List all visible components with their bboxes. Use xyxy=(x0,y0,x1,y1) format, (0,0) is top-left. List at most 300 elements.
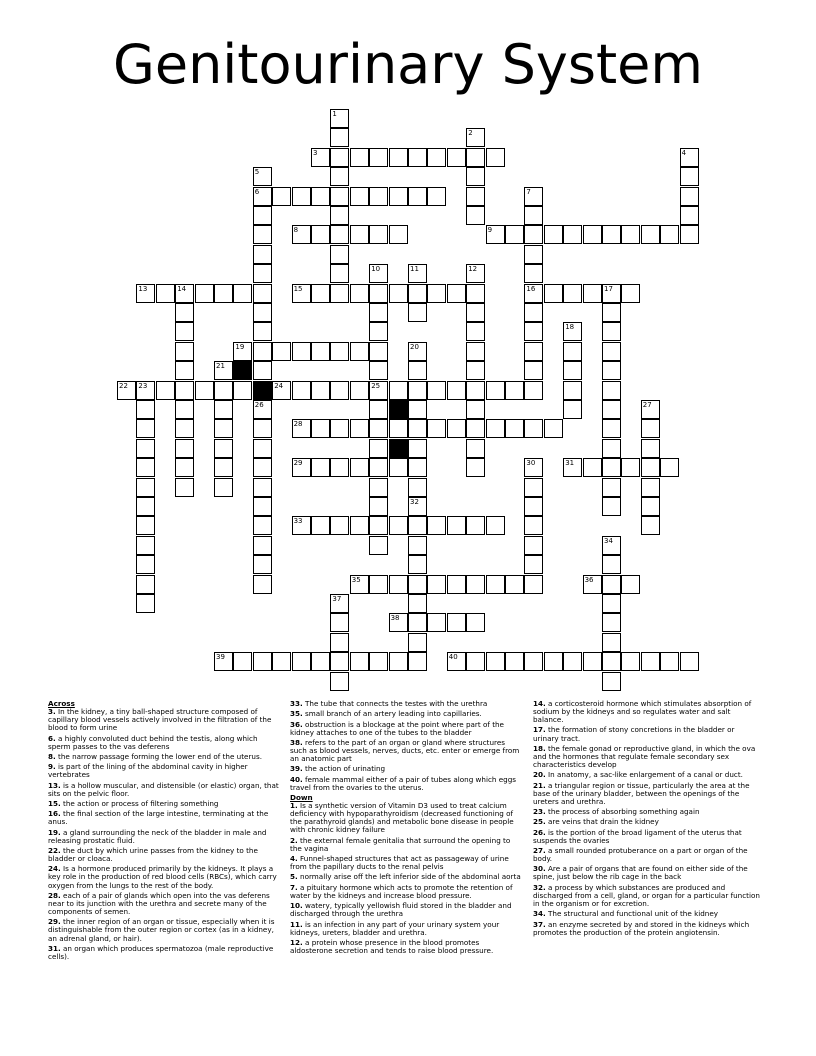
crossword-cell[interactable] xyxy=(253,284,272,303)
crossword-cell[interactable] xyxy=(136,458,155,477)
crossword-cell[interactable] xyxy=(292,187,311,206)
crossword-cell[interactable] xyxy=(447,613,466,632)
crossword-cell[interactable] xyxy=(369,497,388,516)
crossword-cell[interactable] xyxy=(427,187,446,206)
crossword-cell[interactable] xyxy=(427,419,446,438)
crossword-cell[interactable] xyxy=(602,478,621,497)
crossword-cell[interactable] xyxy=(602,536,621,555)
crossword-cell[interactable] xyxy=(369,284,388,303)
crossword-cell[interactable] xyxy=(369,342,388,361)
crossword-cell[interactable] xyxy=(583,652,602,671)
crossword-cell[interactable] xyxy=(486,575,505,594)
crossword-cell[interactable] xyxy=(253,303,272,322)
crossword-cell[interactable] xyxy=(330,672,349,691)
crossword-cell[interactable] xyxy=(408,555,427,574)
crossword-cell[interactable] xyxy=(369,478,388,497)
crossword-cell[interactable] xyxy=(427,284,446,303)
crossword-cell[interactable] xyxy=(447,652,466,671)
crossword-cell[interactable] xyxy=(350,575,369,594)
crossword-cell[interactable] xyxy=(524,652,543,671)
crossword-cell[interactable] xyxy=(253,575,272,594)
crossword-cell[interactable] xyxy=(136,536,155,555)
crossword-cell[interactable] xyxy=(253,555,272,574)
crossword-cell[interactable] xyxy=(330,148,349,167)
crossword-cell[interactable] xyxy=(466,613,485,632)
crossword-cell[interactable] xyxy=(563,225,582,244)
crossword-cell[interactable] xyxy=(602,225,621,244)
crossword-cell[interactable] xyxy=(253,187,272,206)
crossword-cell[interactable] xyxy=(641,439,660,458)
crossword-cell[interactable] xyxy=(292,516,311,535)
crossword-cell[interactable] xyxy=(175,478,194,497)
crossword-cell[interactable] xyxy=(330,458,349,477)
crossword-cell[interactable] xyxy=(408,187,427,206)
crossword-cell[interactable] xyxy=(350,284,369,303)
crossword-cell[interactable] xyxy=(563,381,582,400)
crossword-cell[interactable] xyxy=(330,128,349,147)
crossword-cell[interactable] xyxy=(505,381,524,400)
crossword-cell[interactable] xyxy=(389,575,408,594)
crossword-cell[interactable] xyxy=(447,419,466,438)
crossword-cell[interactable] xyxy=(253,206,272,225)
crossword-cell[interactable] xyxy=(524,225,543,244)
crossword-cell[interactable] xyxy=(524,536,543,555)
crossword-cell[interactable] xyxy=(563,400,582,419)
crossword-cell[interactable] xyxy=(175,419,194,438)
crossword-cell[interactable] xyxy=(408,303,427,322)
crossword-cell[interactable] xyxy=(369,322,388,341)
crossword-cell[interactable] xyxy=(408,575,427,594)
crossword-cell[interactable] xyxy=(524,555,543,574)
crossword-cell[interactable] xyxy=(408,633,427,652)
crossword-cell[interactable] xyxy=(253,458,272,477)
crossword-cell[interactable] xyxy=(466,167,485,186)
crossword-cell[interactable] xyxy=(350,516,369,535)
crossword-cell[interactable] xyxy=(292,284,311,303)
crossword-cell[interactable] xyxy=(330,419,349,438)
crossword-cell[interactable] xyxy=(544,652,563,671)
crossword-cell[interactable] xyxy=(253,361,272,380)
crossword-cell[interactable] xyxy=(427,613,446,632)
crossword-cell[interactable] xyxy=(466,439,485,458)
crossword-cell[interactable] xyxy=(311,381,330,400)
crossword-cell[interactable] xyxy=(175,361,194,380)
crossword-cell[interactable] xyxy=(408,264,427,283)
crossword-cell[interactable] xyxy=(524,322,543,341)
crossword-cell[interactable] xyxy=(447,148,466,167)
crossword-cell[interactable] xyxy=(253,264,272,283)
crossword-cell[interactable] xyxy=(253,516,272,535)
crossword-cell[interactable] xyxy=(389,652,408,671)
crossword-cell[interactable] xyxy=(486,652,505,671)
crossword-cell[interactable] xyxy=(369,303,388,322)
crossword-cell[interactable] xyxy=(680,167,699,186)
crossword-cell[interactable] xyxy=(408,536,427,555)
crossword-cell[interactable] xyxy=(253,400,272,419)
crossword-cell[interactable] xyxy=(583,225,602,244)
crossword-cell[interactable] xyxy=(214,284,233,303)
crossword-cell[interactable] xyxy=(660,458,679,477)
crossword-cell[interactable] xyxy=(233,381,252,400)
crossword-cell[interactable] xyxy=(408,478,427,497)
crossword-cell[interactable] xyxy=(214,419,233,438)
crossword-cell[interactable] xyxy=(369,536,388,555)
crossword-cell[interactable] xyxy=(369,458,388,477)
crossword-cell[interactable] xyxy=(389,458,408,477)
crossword-cell[interactable] xyxy=(447,516,466,535)
crossword-cell[interactable] xyxy=(524,478,543,497)
crossword-cell[interactable] xyxy=(524,458,543,477)
crossword-cell[interactable] xyxy=(253,342,272,361)
crossword-cell[interactable] xyxy=(524,516,543,535)
crossword-cell[interactable] xyxy=(408,400,427,419)
crossword-cell[interactable] xyxy=(292,381,311,400)
crossword-cell[interactable] xyxy=(408,497,427,516)
crossword-cell[interactable] xyxy=(253,419,272,438)
crossword-cell[interactable] xyxy=(233,284,252,303)
crossword-cell[interactable] xyxy=(253,536,272,555)
crossword-cell[interactable] xyxy=(563,322,582,341)
crossword-cell[interactable] xyxy=(408,284,427,303)
crossword-cell[interactable] xyxy=(408,419,427,438)
crossword-cell[interactable] xyxy=(602,458,621,477)
crossword-cell[interactable] xyxy=(175,458,194,477)
crossword-cell[interactable] xyxy=(330,342,349,361)
crossword-cell[interactable] xyxy=(350,187,369,206)
crossword-cell[interactable] xyxy=(524,381,543,400)
crossword-cell[interactable] xyxy=(369,400,388,419)
crossword-cell[interactable] xyxy=(524,575,543,594)
crossword-cell[interactable] xyxy=(311,284,330,303)
crossword-cell[interactable] xyxy=(156,381,175,400)
crossword-cell[interactable] xyxy=(136,284,155,303)
crossword-cell[interactable] xyxy=(389,419,408,438)
crossword-cell[interactable] xyxy=(602,361,621,380)
crossword-cell[interactable] xyxy=(427,575,446,594)
crossword-cell[interactable] xyxy=(641,400,660,419)
crossword-cell[interactable] xyxy=(621,652,640,671)
crossword-cell[interactable] xyxy=(214,381,233,400)
crossword-cell[interactable] xyxy=(369,381,388,400)
crossword-cell[interactable] xyxy=(524,284,543,303)
crossword-cell[interactable] xyxy=(466,264,485,283)
crossword-cell[interactable] xyxy=(466,322,485,341)
crossword-cell[interactable] xyxy=(389,613,408,632)
crossword-cell[interactable] xyxy=(408,381,427,400)
crossword-cell[interactable] xyxy=(136,381,155,400)
crossword-cell[interactable] xyxy=(195,284,214,303)
crossword-cell[interactable] xyxy=(330,187,349,206)
crossword-cell[interactable] xyxy=(660,225,679,244)
crossword-cell[interactable] xyxy=(350,342,369,361)
crossword-cell[interactable] xyxy=(311,148,330,167)
crossword-cell[interactable] xyxy=(466,516,485,535)
crossword-cell[interactable] xyxy=(214,439,233,458)
crossword-cell[interactable] xyxy=(466,284,485,303)
crossword-cell[interactable] xyxy=(427,516,446,535)
crossword-cell[interactable] xyxy=(311,342,330,361)
crossword-cell[interactable] xyxy=(447,381,466,400)
crossword-cell[interactable] xyxy=(175,439,194,458)
crossword-cell[interactable] xyxy=(466,206,485,225)
crossword-cell[interactable] xyxy=(272,342,291,361)
crossword-cell[interactable] xyxy=(350,148,369,167)
crossword-cell[interactable] xyxy=(233,652,252,671)
crossword-cell[interactable] xyxy=(136,594,155,613)
crossword-cell[interactable] xyxy=(175,400,194,419)
crossword-cell[interactable] xyxy=(369,264,388,283)
crossword-cell[interactable] xyxy=(253,652,272,671)
crossword-cell[interactable] xyxy=(466,575,485,594)
crossword-cell[interactable] xyxy=(621,284,640,303)
crossword-cell[interactable] xyxy=(330,516,349,535)
crossword-cell[interactable] xyxy=(369,361,388,380)
crossword-cell[interactable] xyxy=(680,148,699,167)
crossword-cell[interactable] xyxy=(505,225,524,244)
crossword-cell[interactable] xyxy=(680,187,699,206)
crossword-cell[interactable] xyxy=(389,284,408,303)
crossword-cell[interactable] xyxy=(311,516,330,535)
crossword-cell[interactable] xyxy=(330,284,349,303)
crossword-cell[interactable] xyxy=(602,303,621,322)
crossword-cell[interactable] xyxy=(311,458,330,477)
crossword-cell[interactable] xyxy=(330,613,349,632)
crossword-cell[interactable] xyxy=(136,555,155,574)
crossword-cell[interactable] xyxy=(389,148,408,167)
crossword-cell[interactable] xyxy=(330,245,349,264)
crossword-cell[interactable] xyxy=(330,594,349,613)
crossword-cell[interactable] xyxy=(389,225,408,244)
crossword-cell[interactable] xyxy=(408,439,427,458)
crossword-cell[interactable] xyxy=(311,652,330,671)
crossword-cell[interactable] xyxy=(583,458,602,477)
crossword-cell[interactable] xyxy=(330,167,349,186)
crossword-cell[interactable] xyxy=(408,342,427,361)
crossword-cell[interactable] xyxy=(253,439,272,458)
crossword-cell[interactable] xyxy=(408,148,427,167)
crossword-cell[interactable] xyxy=(253,478,272,497)
crossword-cell[interactable] xyxy=(602,381,621,400)
crossword-cell[interactable] xyxy=(175,284,194,303)
crossword-cell[interactable] xyxy=(350,458,369,477)
crossword-cell[interactable] xyxy=(524,264,543,283)
crossword-cell[interactable] xyxy=(330,206,349,225)
crossword-cell[interactable] xyxy=(136,478,155,497)
crossword-cell[interactable] xyxy=(350,225,369,244)
crossword-cell[interactable] xyxy=(602,439,621,458)
crossword-cell[interactable] xyxy=(602,342,621,361)
crossword-cell[interactable] xyxy=(524,419,543,438)
crossword-cell[interactable] xyxy=(544,419,563,438)
crossword-cell[interactable] xyxy=(583,575,602,594)
crossword-cell[interactable] xyxy=(680,652,699,671)
crossword-cell[interactable] xyxy=(330,225,349,244)
crossword-cell[interactable] xyxy=(369,652,388,671)
crossword-cell[interactable] xyxy=(350,381,369,400)
crossword-cell[interactable] xyxy=(214,652,233,671)
crossword-cell[interactable] xyxy=(466,419,485,438)
crossword-cell[interactable] xyxy=(466,458,485,477)
crossword-cell[interactable] xyxy=(524,187,543,206)
crossword-cell[interactable] xyxy=(602,613,621,632)
crossword-cell[interactable] xyxy=(136,516,155,535)
crossword-cell[interactable] xyxy=(117,381,136,400)
crossword-cell[interactable] xyxy=(408,361,427,380)
crossword-cell[interactable] xyxy=(621,225,640,244)
crossword-cell[interactable] xyxy=(389,381,408,400)
crossword-cell[interactable] xyxy=(486,225,505,244)
crossword-cell[interactable] xyxy=(486,381,505,400)
crossword-cell[interactable] xyxy=(369,225,388,244)
crossword-cell[interactable] xyxy=(311,225,330,244)
crossword-cell[interactable] xyxy=(486,148,505,167)
crossword-cell[interactable] xyxy=(175,322,194,341)
crossword-cell[interactable] xyxy=(602,322,621,341)
crossword-cell[interactable] xyxy=(292,225,311,244)
crossword-cell[interactable] xyxy=(505,419,524,438)
crossword-cell[interactable] xyxy=(505,575,524,594)
crossword-cell[interactable] xyxy=(214,478,233,497)
crossword-cell[interactable] xyxy=(311,187,330,206)
crossword-cell[interactable] xyxy=(136,439,155,458)
crossword-cell[interactable] xyxy=(408,613,427,632)
crossword-cell[interactable] xyxy=(524,206,543,225)
crossword-cell[interactable] xyxy=(253,322,272,341)
crossword-cell[interactable] xyxy=(466,652,485,671)
crossword-cell[interactable] xyxy=(602,419,621,438)
crossword-cell[interactable] xyxy=(641,225,660,244)
crossword-cell[interactable] xyxy=(175,303,194,322)
crossword-cell[interactable] xyxy=(253,225,272,244)
crossword-cell[interactable] xyxy=(369,187,388,206)
crossword-cell[interactable] xyxy=(389,187,408,206)
crossword-cell[interactable] xyxy=(427,148,446,167)
crossword-cell[interactable] xyxy=(214,458,233,477)
crossword-cell[interactable] xyxy=(680,206,699,225)
crossword-cell[interactable] xyxy=(641,652,660,671)
crossword-cell[interactable] xyxy=(602,400,621,419)
crossword-cell[interactable] xyxy=(175,381,194,400)
crossword-cell[interactable] xyxy=(680,225,699,244)
crossword-cell[interactable] xyxy=(602,555,621,574)
crossword-cell[interactable] xyxy=(330,264,349,283)
crossword-cell[interactable] xyxy=(447,284,466,303)
crossword-cell[interactable] xyxy=(330,381,349,400)
crossword-cell[interactable] xyxy=(524,361,543,380)
crossword-cell[interactable] xyxy=(408,458,427,477)
crossword-cell[interactable] xyxy=(136,400,155,419)
crossword-cell[interactable] xyxy=(369,439,388,458)
crossword-cell[interactable] xyxy=(602,284,621,303)
crossword-cell[interactable] xyxy=(253,497,272,516)
crossword-cell[interactable] xyxy=(466,361,485,380)
crossword-cell[interactable] xyxy=(369,148,388,167)
crossword-cell[interactable] xyxy=(524,303,543,322)
crossword-cell[interactable] xyxy=(524,497,543,516)
crossword-cell[interactable] xyxy=(389,516,408,535)
crossword-cell[interactable] xyxy=(292,342,311,361)
crossword-cell[interactable] xyxy=(369,516,388,535)
crossword-cell[interactable] xyxy=(330,109,349,128)
crossword-cell[interactable] xyxy=(544,284,563,303)
crossword-cell[interactable] xyxy=(602,672,621,691)
crossword-cell[interactable] xyxy=(350,652,369,671)
crossword-cell[interactable] xyxy=(641,497,660,516)
crossword-cell[interactable] xyxy=(466,342,485,361)
crossword-cell[interactable] xyxy=(641,458,660,477)
crossword-cell[interactable] xyxy=(408,594,427,613)
crossword-cell[interactable] xyxy=(621,458,640,477)
crossword-cell[interactable] xyxy=(660,652,679,671)
crossword-cell[interactable] xyxy=(136,497,155,516)
crossword-cell[interactable] xyxy=(466,381,485,400)
crossword-cell[interactable] xyxy=(292,419,311,438)
crossword-cell[interactable] xyxy=(466,128,485,147)
crossword-cell[interactable] xyxy=(156,284,175,303)
crossword-cell[interactable] xyxy=(524,245,543,264)
crossword-cell[interactable] xyxy=(233,342,252,361)
crossword-cell[interactable] xyxy=(214,361,233,380)
crossword-cell[interactable] xyxy=(466,148,485,167)
crossword-cell[interactable] xyxy=(641,516,660,535)
crossword-cell[interactable] xyxy=(369,575,388,594)
crossword-cell[interactable] xyxy=(253,245,272,264)
crossword-cell[interactable] xyxy=(408,516,427,535)
crossword-cell[interactable] xyxy=(641,419,660,438)
crossword-cell[interactable] xyxy=(544,225,563,244)
crossword-cell[interactable] xyxy=(583,284,602,303)
crossword-cell[interactable] xyxy=(195,381,214,400)
crossword-cell[interactable] xyxy=(330,633,349,652)
crossword-cell[interactable] xyxy=(563,458,582,477)
crossword-cell[interactable] xyxy=(136,419,155,438)
crossword-cell[interactable] xyxy=(563,284,582,303)
crossword-cell[interactable] xyxy=(621,575,640,594)
crossword-cell[interactable] xyxy=(466,400,485,419)
crossword-cell[interactable] xyxy=(408,652,427,671)
crossword-cell[interactable] xyxy=(214,400,233,419)
crossword-cell[interactable] xyxy=(466,303,485,322)
crossword-cell[interactable] xyxy=(272,652,291,671)
crossword-cell[interactable] xyxy=(602,575,621,594)
crossword-cell[interactable] xyxy=(602,652,621,671)
crossword-cell[interactable] xyxy=(369,419,388,438)
crossword-cell[interactable] xyxy=(641,478,660,497)
crossword-cell[interactable] xyxy=(272,381,291,400)
crossword-cell[interactable] xyxy=(486,419,505,438)
crossword-cell[interactable] xyxy=(253,167,272,186)
crossword-cell[interactable] xyxy=(311,419,330,438)
crossword-cell[interactable] xyxy=(272,187,291,206)
crossword-cell[interactable] xyxy=(175,342,194,361)
crossword-cell[interactable] xyxy=(466,187,485,206)
crossword-cell[interactable] xyxy=(486,516,505,535)
crossword-cell[interactable] xyxy=(447,575,466,594)
crossword-cell[interactable] xyxy=(427,381,446,400)
crossword-cell[interactable] xyxy=(505,652,524,671)
crossword-cell[interactable] xyxy=(524,342,543,361)
crossword-cell[interactable] xyxy=(292,652,311,671)
crossword-cell[interactable] xyxy=(292,458,311,477)
crossword-cell[interactable] xyxy=(330,652,349,671)
crossword-cell[interactable] xyxy=(602,497,621,516)
crossword-cell[interactable] xyxy=(563,652,582,671)
crossword-cell[interactable] xyxy=(602,633,621,652)
crossword-cell[interactable] xyxy=(563,361,582,380)
crossword-cell[interactable] xyxy=(602,594,621,613)
crossword-cell[interactable] xyxy=(350,419,369,438)
crossword-cell[interactable] xyxy=(136,575,155,594)
